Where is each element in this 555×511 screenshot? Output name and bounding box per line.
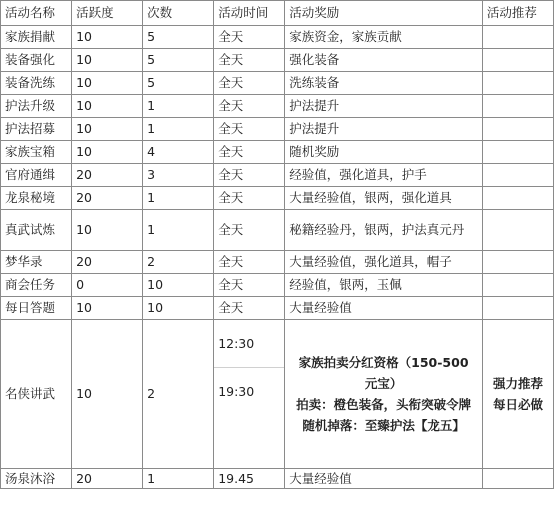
cell-count: 3 [143, 164, 214, 187]
cell-count: 1 [143, 469, 214, 489]
recommend-line: 强力推荐 [492, 376, 543, 391]
cell-name: 官府通缉 [1, 164, 72, 187]
cell-activity: 10 [72, 26, 143, 49]
cell-recommend [482, 210, 553, 251]
cell-activity: 20 [72, 251, 143, 274]
cell-reward: 随机奖励 [285, 141, 483, 164]
cell-time: 全天 [214, 26, 285, 49]
cell-name: 每日答题 [1, 297, 72, 320]
cell-time: 全天 [214, 274, 285, 297]
cell-count: 1 [143, 187, 214, 210]
header-count: 次数 [143, 1, 214, 26]
cell-time: 全天 [214, 297, 285, 320]
cell-activity: 20 [72, 469, 143, 489]
cell-time: 19.45 [214, 469, 285, 489]
cell-recommend [482, 187, 553, 210]
cell-recommend [482, 251, 553, 274]
table-row [1, 141, 554, 164]
cell-time: 全天 [214, 118, 285, 141]
cell-count: 5 [143, 72, 214, 95]
cell-recommend [482, 72, 553, 95]
cell-name: 梦华录 [1, 251, 72, 274]
cell-name: 汤泉沐浴 [1, 469, 72, 489]
cell-reward: 大量经验值 [285, 469, 483, 489]
cell-reward: 护法提升 [285, 95, 483, 118]
header-name: 活动名称 [1, 1, 72, 26]
table-row [1, 118, 554, 141]
reward-line: 家族拍卖分红资格（150-500元宝） [298, 355, 469, 391]
cell-time: 全天 [214, 187, 285, 210]
header-activity: 活跃度 [72, 1, 143, 26]
cell-activity: 10 [72, 297, 143, 320]
table-row [1, 251, 554, 274]
table-row [1, 187, 554, 210]
time-slot: 19:30 [218, 384, 255, 399]
cell-recommend [482, 95, 553, 118]
cell-name: 装备洗练 [1, 72, 72, 95]
cell-reward: 大量经验值，银两，强化道具 [285, 187, 483, 210]
cell-count: 1 [143, 95, 214, 118]
table-row [1, 469, 554, 489]
cell-name: 真武试炼 [1, 210, 72, 251]
cell-activity: 10 [72, 320, 143, 469]
table-row [1, 95, 554, 118]
cell-reward-special [285, 320, 483, 469]
cell-time: 全天 [214, 141, 285, 164]
cell-activity: 10 [72, 95, 143, 118]
cell-count: 1 [143, 210, 214, 251]
cell-count: 1 [143, 118, 214, 141]
reward-line: 拍卖：橙色装备，头衔突破令牌 [296, 397, 472, 412]
cell-reward: 强化装备 [285, 49, 483, 72]
cell-count: 2 [143, 320, 214, 469]
cell-count: 5 [143, 26, 214, 49]
cell-count: 2 [143, 251, 214, 274]
cell-count: 10 [143, 297, 214, 320]
cell-reward: 秘籍经验丹，银两，护法真元丹 [285, 210, 483, 251]
table-row [1, 49, 554, 72]
header-reward: 活动奖励 [285, 1, 483, 26]
cell-reward: 经验值，强化道具，护手 [285, 164, 483, 187]
cell-name: 名侠讲武 [1, 320, 72, 469]
cell-reward: 洗练装备 [285, 72, 483, 95]
table-row [1, 164, 554, 187]
cell-activity: 20 [72, 164, 143, 187]
cell-recommend [482, 469, 553, 489]
cell-time: 全天 [214, 95, 285, 118]
cell-count: 10 [143, 274, 214, 297]
cell-recommend-special [482, 320, 553, 469]
cell-count: 4 [143, 141, 214, 164]
cell-name: 装备强化 [1, 49, 72, 72]
cell-reward: 护法提升 [285, 118, 483, 141]
table-row-special [1, 320, 554, 469]
cell-name: 护法招募 [1, 118, 72, 141]
cell-recommend [482, 26, 553, 49]
cell-name: 家族捐献 [1, 26, 72, 49]
cell-activity: 10 [72, 141, 143, 164]
cell-activity: 20 [72, 187, 143, 210]
cell-name: 商会任务 [1, 274, 72, 297]
time-slot: 12:30 [214, 320, 284, 368]
cell-activity: 10 [72, 72, 143, 95]
cell-time: 全天 [214, 72, 285, 95]
cell-time: 全天 [214, 251, 285, 274]
cell-name: 龙泉秘境 [1, 187, 72, 210]
table-row [1, 72, 554, 95]
header-recommend: 活动推荐 [482, 1, 553, 26]
reward-line: 随机掉落：至臻护法【龙五】 [302, 418, 465, 433]
table-row [1, 26, 554, 49]
cell-name: 家族宝箱 [1, 141, 72, 164]
cell-reward: 家族资金，家族贡献 [285, 26, 483, 49]
cell-activity: 10 [72, 210, 143, 251]
cell-activity: 10 [72, 49, 143, 72]
cell-count: 5 [143, 49, 214, 72]
cell-reward: 大量经验值 [285, 297, 483, 320]
recommend-line: 每日必做 [492, 397, 543, 412]
table-row [1, 210, 554, 251]
cell-time-slots [214, 320, 285, 469]
cell-recommend [482, 118, 553, 141]
cell-time: 全天 [214, 49, 285, 72]
table-row [1, 274, 554, 297]
cell-recommend [482, 164, 553, 187]
cell-activity: 0 [72, 274, 143, 297]
cell-name: 护法升级 [1, 95, 72, 118]
cell-reward: 经验值，银两，玉佩 [285, 274, 483, 297]
cell-recommend [482, 141, 553, 164]
cell-recommend [482, 274, 553, 297]
cell-activity: 10 [72, 118, 143, 141]
cell-reward: 大量经验值，强化道具，帽子 [285, 251, 483, 274]
table-row [1, 297, 554, 320]
cell-recommend [482, 297, 553, 320]
header-row [1, 1, 554, 26]
cell-time: 全天 [214, 210, 285, 251]
cell-recommend [482, 49, 553, 72]
cell-time: 全天 [214, 164, 285, 187]
header-time: 活动时间 [214, 1, 285, 26]
